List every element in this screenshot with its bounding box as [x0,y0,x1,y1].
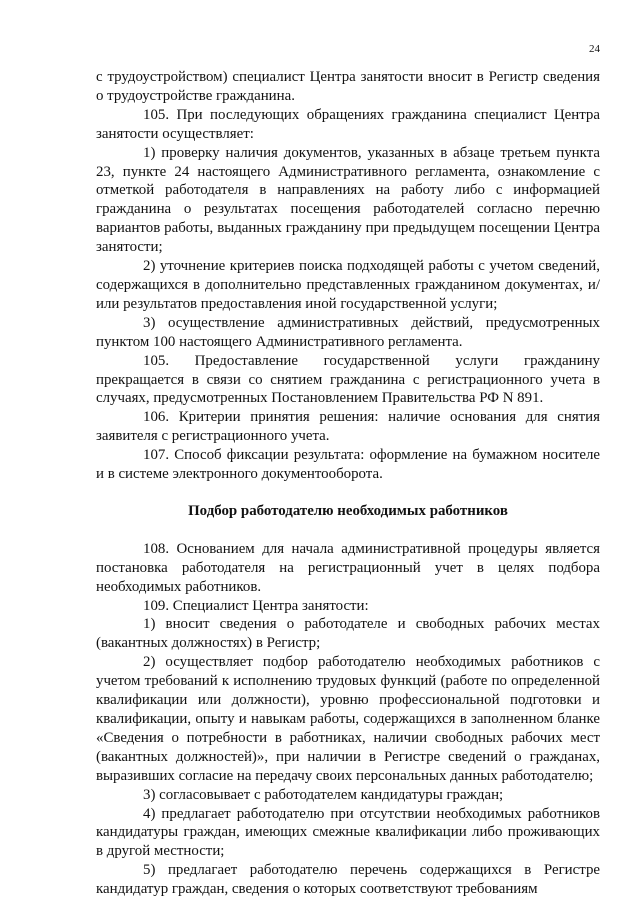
document-body [96,68,600,899]
paragraph: 105. При последующих обращениях гражданина специалист Центра занятости осуществляет: [96,106,600,142]
paragraphs-bottom [96,540,600,899]
paragraphs-top [96,68,600,484]
paragraph: 2) уточнение критериев поиска подходящей работы с учетом сведений, содержащихся в дополнительно представленных гражданином документах, и/или результатов предоставления иной государственной услуги; [96,258,600,312]
section-heading: Подбор работодателю необходимых работников [188,502,508,519]
paragraph: 106. Критерии принятия решения: наличие основания для снятия заявителя с регистрационного учета. [96,409,600,445]
paragraph: 109. Специалист Центра занятости: [143,597,369,614]
page-number: 24 [589,43,600,55]
paragraph: 1) проверку наличия документов, указанных в абзаце третьем пункта 23, пункте 24 настоящего Административного регламента, ознакомление с отметкой работодателя в направлениях на работу либо с информацией гражданина о результатах посещения работодателей согласно перечню вариантов работы, выданных гражданину при предыдущем посещении Центра занятости; [96,144,600,256]
paragraph: 107. Способ фиксации результата: оформление на бумажном носителе и в системе электронного документооборота. [96,447,600,483]
paragraph: 4) предлагает работодателю при отсутствии необходимых работников кандидатуры граждан, имеющих смежные квалификации либо проживающих в другой местности; [96,805,600,860]
paragraph: 5) предлагает работодателю перечень содержащихся в Регистре кандидатур граждан, сведения о которых соответствуют требованиям [96,862,600,898]
paragraph: 3) согласовывает с работодателем кандидатуры граждан; [143,786,504,803]
paragraph: 1) вносит сведения о работодателе и свободных рабочих местах (вакантных должностях) в Регистр; [96,616,600,652]
paragraph: 2) осуществляет подбор работодателю необходимых работников с учетом требований к исполнению трудовых функций (работе по определенной квалификации или должности), уровню профессиональной подготовки и квалификации, опыту и навыкам работы, содержащихся в заполненном бланке «Сведения о потребности в работниках, наличии свободных рабочих мест (вакантных должностей)», при наличии в Регистре сведений о гражданах, выразивших согласие на передачу своих персональных данных работодателю; [96,654,600,784]
paragraph: с трудоустройством) специалист Центра занятости вносит в Регистр сведения о трудоустройстве гражданина. [96,69,600,104]
paragraph: 105. Предоставление государственной услуги гражданину прекращается в связи со снятием гражданина с регистрационного учета в случаях, предусмотренных Постановлением Правительства РФ N 891. [96,352,600,407]
paragraph: 3) осуществление административных действий, предусмотренных пунктом 100 настоящего Административного регламента. [96,314,600,350]
paragraph: 108. Основанием для начала административной процедуры является постановка работодателя на регистрационный учет в целях подбора необходимых работников. [96,540,600,595]
